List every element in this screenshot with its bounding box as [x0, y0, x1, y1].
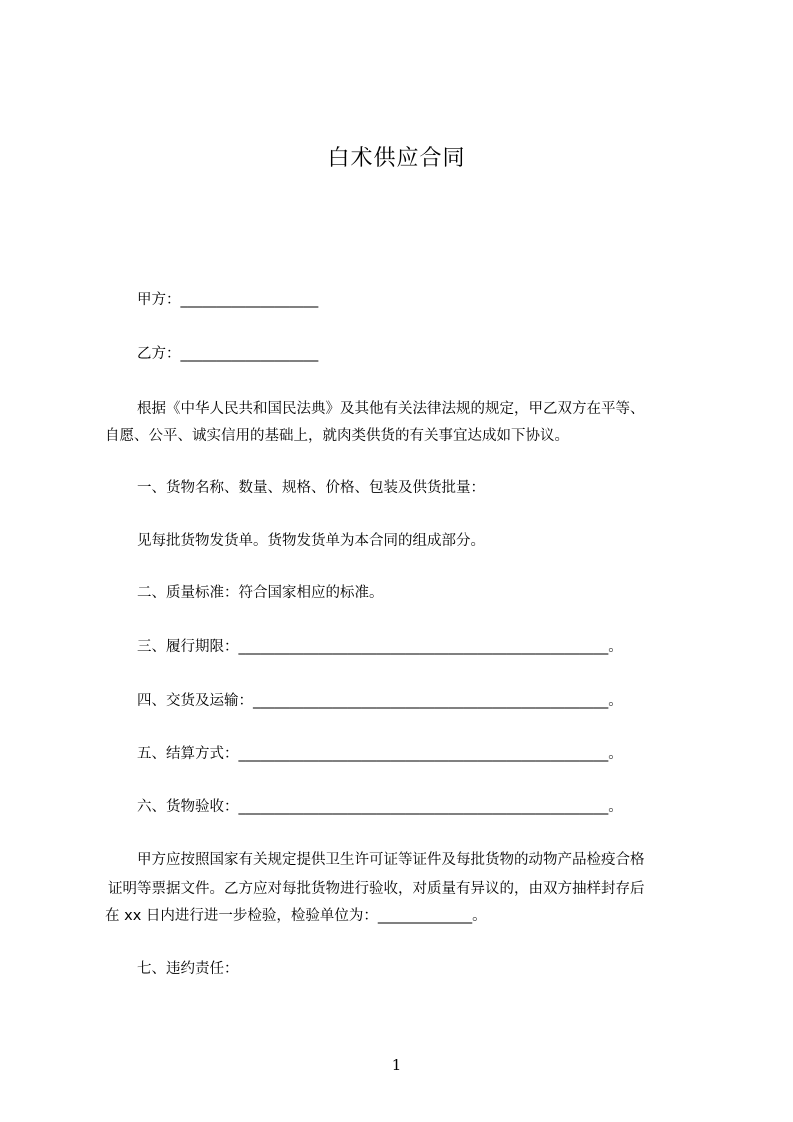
- section-3: 三、履行期限：___________________________________________________。: [137, 639, 623, 655]
- section-7-heading: 七、违约责任：: [137, 961, 239, 977]
- section-2: 二、质量标准：符合国家相应的标准。: [137, 585, 384, 601]
- section-1-heading: 一、货物名称、数量、规格、价格、包装及供货批量：: [137, 480, 485, 496]
- intro-line-1: 根据《中华人民共和国民法典》及其他有关法律法规的规定，甲乙双方在平等、: [137, 401, 645, 417]
- section-4: 四、交货及运输：_________________________________________________。: [137, 693, 623, 709]
- page-title: 白术供应合同: [327, 146, 466, 171]
- section-6: 六、货物验收：___________________________________________________。: [137, 799, 623, 815]
- section-5: 五、结算方式：___________________________________________________。: [137, 746, 623, 762]
- party-a-line: 甲方：___________________: [137, 292, 319, 308]
- party-b-line: 乙方：___________________: [137, 346, 319, 362]
- section-1-body: 见每批货物发货单。货物发货单为本合同的组成部分。: [137, 533, 485, 549]
- inspection-line-2: 证明等票据文件。乙方应对每批货物进行验收，对质量有异议的，由双方抽样封存后: [108, 881, 645, 897]
- page-number: 1: [391, 1056, 402, 1074]
- inspection-line-1: 甲方应按照国家有关规定提供卫生许可证等证件及每批货物的动物产品检疫合格: [137, 852, 645, 868]
- inspection-line-3: 在 xx 日内进行进一步检验，检验单位为：_____________。: [105, 908, 487, 924]
- intro-line-2: 自愿、公平、诚实信用的基础上，就肉类供货的有关事宜达成如下协议。: [105, 428, 569, 444]
